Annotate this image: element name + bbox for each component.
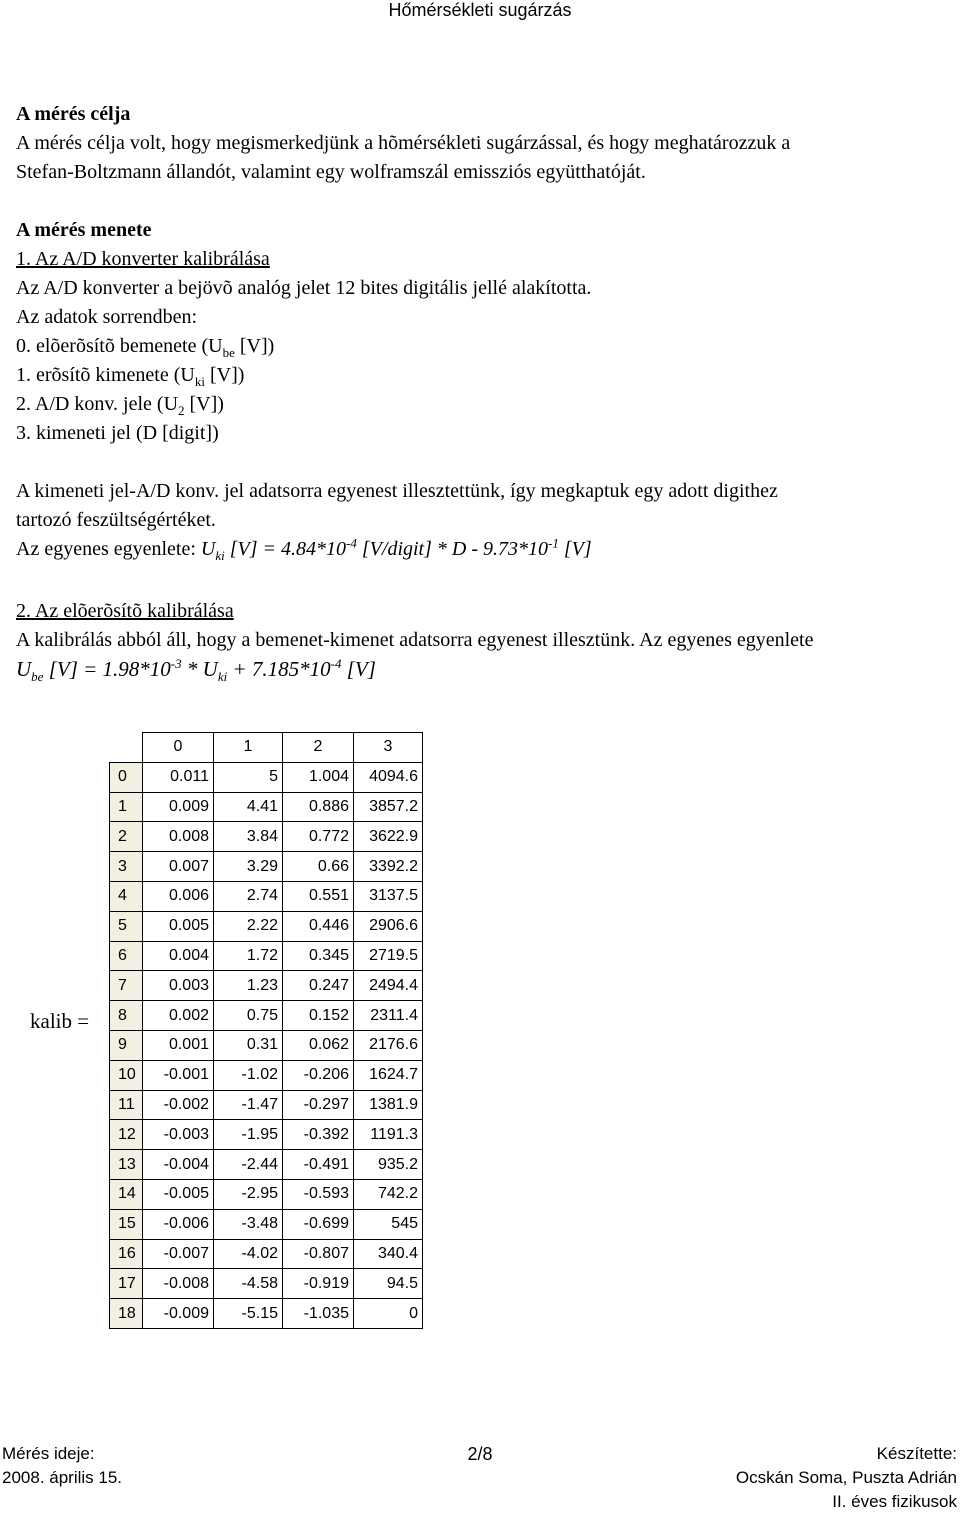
footer-authors [736, 1442, 957, 1514]
kalib-cell: -1.95 [214, 1120, 283, 1150]
kalib-row [110, 792, 423, 822]
kalib-cell: 1191.3 [354, 1120, 423, 1150]
kalib-cell: 1381.9 [354, 1090, 423, 1120]
kalib-row [110, 881, 423, 911]
kalib-cell: 0.345 [283, 941, 354, 971]
kalib-cell: -0.008 [143, 1269, 214, 1299]
kalib-row [110, 1030, 423, 1060]
kalib-row [110, 1090, 423, 1120]
data-list-item-2: 2. A/D konv. jele ($U_2$ [V]) [16, 393, 224, 418]
kalib-cell: -4.58 [214, 1269, 283, 1299]
kalib-cell: -0.392 [283, 1120, 354, 1150]
kalib-cell: 0.772 [283, 822, 354, 852]
kalib-cell: 0 [354, 1299, 423, 1329]
step1-line-1: Az A/D konverter a bejövõ analóg jelet 12 bites digitális jellé alakította. [16, 277, 592, 299]
kalib-cell: -0.003 [143, 1120, 214, 1150]
document-body [16, 100, 956, 689]
kalib-row [110, 1269, 423, 1299]
kalib-cell: -0.919 [283, 1269, 354, 1299]
kalib-cell: 3622.9 [354, 822, 423, 852]
kalib-matrix [109, 732, 423, 1329]
kalib-cell: 2.74 [214, 881, 283, 911]
page-header-title: Hőmérsékleti sugárzás [388, 0, 572, 20]
kalib-cell: -4.02 [214, 1239, 283, 1269]
kalib-label: kalib = [30, 1009, 90, 1033]
kalib-cell: 4094.6 [354, 762, 423, 792]
kalib-cell: 0.31 [214, 1030, 283, 1060]
kalib-cell: 0.152 [283, 1001, 354, 1031]
kalib-cell: 0.009 [143, 792, 214, 822]
kalib-cell: 1.23 [214, 971, 283, 1001]
kalib-cell: 2906.6 [354, 911, 423, 941]
kalib-row [110, 1299, 423, 1329]
kalib-row-index: 7 [110, 971, 143, 1001]
kalib-cell: 0.062 [283, 1030, 354, 1060]
kalib-row [110, 941, 423, 971]
kalib-col-header: 0 [143, 733, 214, 763]
kalib-row [110, 971, 423, 1001]
kalib-cell: 2719.5 [354, 941, 423, 971]
kalib-cell: 0.551 [283, 881, 354, 911]
footer-authors-role: II. éves fizikusok [832, 1492, 957, 1511]
kalib-cell: 0.75 [214, 1001, 283, 1031]
data-list-item-1: 1. erõsítõ kimenete ($U_{ki}$ [V]) [16, 364, 245, 389]
kalib-cell: 0.886 [283, 792, 354, 822]
kalib-cell: 2176.6 [354, 1030, 423, 1060]
kalib-cell: -0.593 [283, 1179, 354, 1209]
kalib-cell: -0.007 [143, 1239, 214, 1269]
step2-line-1: A kalibrálás abból áll, hogy a bemenet-kimenet adatsorra egyenest illesztünk. Az egyenes egyenlete [16, 629, 814, 651]
kalib-cell: 0.003 [143, 971, 214, 1001]
kalib-col-header: 1 [214, 733, 283, 763]
kalib-cell: 0.008 [143, 822, 214, 852]
kalib-cell: -0.807 [283, 1239, 354, 1269]
kalib-cell: 742.2 [354, 1179, 423, 1209]
kalib-cell: 0.006 [143, 881, 214, 911]
kalib-row-index: 0 [110, 762, 143, 792]
step1-line-2: Az adatok sorrendben: [16, 306, 198, 328]
kalib-cell: -0.009 [143, 1299, 214, 1329]
kalib-cell: -0.001 [143, 1060, 214, 1090]
kalib-row-index: 2 [110, 822, 143, 852]
kalib-cell: 1.72 [214, 941, 283, 971]
kalib-cell: 0.011 [143, 762, 214, 792]
step1-title: 1. Az A/D konverter kalibrálása [16, 248, 270, 270]
kalib-col-header: 2 [283, 733, 354, 763]
fit-line-1: A kimeneti jel-A/D konv. jel adatsorra egyenest illesztettünk, így megkaptuk egy adott digithez [16, 480, 778, 502]
kalib-cell: -1.47 [214, 1090, 283, 1120]
kalib-row [110, 1001, 423, 1031]
ad-equation: Az egyenes egyenlete: $U_{ki}$ $[V] = 4.84*10^{-4}$ [V/digit] * D - $9.73*10^{-1}$ [V] [16, 535, 592, 563]
kalib-row [110, 1209, 423, 1239]
kalib-cell: 2.22 [214, 911, 283, 941]
kalib-cell: -0.002 [143, 1090, 214, 1120]
data-list-item-0: 0. elõerõsítõ bemenete ($U_{be}$ [V]) [16, 335, 275, 360]
kalib-cell: 94.5 [354, 1269, 423, 1299]
kalib-col-header: 3 [354, 733, 423, 763]
kalib-cell: -0.699 [283, 1209, 354, 1239]
kalib-cell: 0.005 [143, 911, 214, 941]
kalib-cell: -5.15 [214, 1299, 283, 1329]
kalib-row [110, 1060, 423, 1090]
kalib-cell: 0.247 [283, 971, 354, 1001]
kalib-row [110, 822, 423, 852]
kalib-row-index: 16 [110, 1239, 143, 1269]
kalib-cell: -0.006 [143, 1209, 214, 1239]
step2-title: 2. Az elõerõsítõ kalibrálása [16, 600, 234, 622]
kalib-cell: 340.4 [354, 1239, 423, 1269]
kalib-cell: 2311.4 [354, 1001, 423, 1031]
kalib-cell: 935.2 [354, 1150, 423, 1180]
kalib-cell: 3.29 [214, 852, 283, 882]
kalib-row [110, 1239, 423, 1269]
kalib-cell: 5 [214, 762, 283, 792]
kalib-row [110, 1120, 423, 1150]
kalib-row-index: 5 [110, 911, 143, 941]
kalib-cell: 0.002 [143, 1001, 214, 1031]
kalib-cell: 3137.5 [354, 881, 423, 911]
footer-measurement-date [2, 1442, 122, 1490]
kalib-row [110, 762, 423, 792]
preamp-equation: $U_{be}$ $[V] = 1.98*10^{-3} * U_{ki} + 7.185*10^{-4}$ [V] [16, 656, 376, 685]
kalib-row-index: 4 [110, 881, 143, 911]
kalib-cell: 3857.2 [354, 792, 423, 822]
kalib-row [110, 852, 423, 882]
kalib-header-row [110, 733, 423, 763]
kalib-cell: 0.004 [143, 941, 214, 971]
kalib-cell: 0.66 [283, 852, 354, 882]
kalib-cell: -1.02 [214, 1060, 283, 1090]
section-heading-procedure: A mérés menete [16, 219, 152, 241]
page-number: 2/8 [467, 1444, 493, 1464]
footer-authors-label: Készítette: [876, 1444, 957, 1463]
kalib-row [110, 1179, 423, 1209]
kalib-cell: 0.001 [143, 1030, 214, 1060]
kalib-row-index: 13 [110, 1150, 143, 1180]
kalib-corner [110, 733, 143, 763]
kalib-cell: -0.297 [283, 1090, 354, 1120]
kalib-row-index: 10 [110, 1060, 143, 1090]
kalib-cell: 1624.7 [354, 1060, 423, 1090]
fit-line-2: tartozó feszültségértéket. [16, 509, 216, 531]
kalib-row-index: 17 [110, 1269, 143, 1299]
goal-paragraph-line-1: A mérés célja volt, hogy megismerkedjünk a hõmérsékleti sugárzással, és hogy meghatározzuk a [16, 132, 791, 154]
kalib-row-index: 18 [110, 1299, 143, 1329]
kalib-cell: 4.41 [214, 792, 283, 822]
kalib-cell: -0.005 [143, 1179, 214, 1209]
kalib-row-index: 15 [110, 1209, 143, 1239]
footer-date-label: Mérés ideje: [2, 1444, 95, 1463]
kalib-cell: 2494.4 [354, 971, 423, 1001]
kalib-cell: -0.491 [283, 1150, 354, 1180]
kalib-row-index: 8 [110, 1001, 143, 1031]
goal-paragraph-line-2: Stefan-Boltzmann állandót, valamint egy wolframszál emissziós együtthatóját. [16, 161, 646, 183]
kalib-cell: -2.44 [214, 1150, 283, 1180]
kalib-cell: -0.206 [283, 1060, 354, 1090]
kalib-row-index: 1 [110, 792, 143, 822]
kalib-row-index: 14 [110, 1179, 143, 1209]
kalib-cell: -0.004 [143, 1150, 214, 1180]
kalib-cell: 0.007 [143, 852, 214, 882]
section-heading-goal: A mérés célja [16, 103, 131, 125]
kalib-cell: 3.84 [214, 822, 283, 852]
kalib-row-index: 12 [110, 1120, 143, 1150]
kalib-row [110, 1150, 423, 1180]
kalib-cell: 3392.2 [354, 852, 423, 882]
kalib-row-index: 6 [110, 941, 143, 971]
data-list-item-3: 3. kimeneti jel (D [digit]) [16, 422, 219, 444]
kalib-row-index: 9 [110, 1030, 143, 1060]
kalib-row-index: 11 [110, 1090, 143, 1120]
kalib-cell: -1.035 [283, 1299, 354, 1329]
kalib-row-index: 3 [110, 852, 143, 882]
kalib-row [110, 911, 423, 941]
kalib-cell: 545 [354, 1209, 423, 1239]
kalib-cell: 0.446 [283, 911, 354, 941]
footer-date-value: 2008. április 15. [2, 1468, 123, 1487]
footer-authors-names: Ocskán Soma, Puszta Adrián [735, 1468, 957, 1487]
kalib-cell: -3.48 [214, 1209, 283, 1239]
kalib-cell: 1.004 [283, 762, 354, 792]
kalib-cell: -2.95 [214, 1179, 283, 1209]
